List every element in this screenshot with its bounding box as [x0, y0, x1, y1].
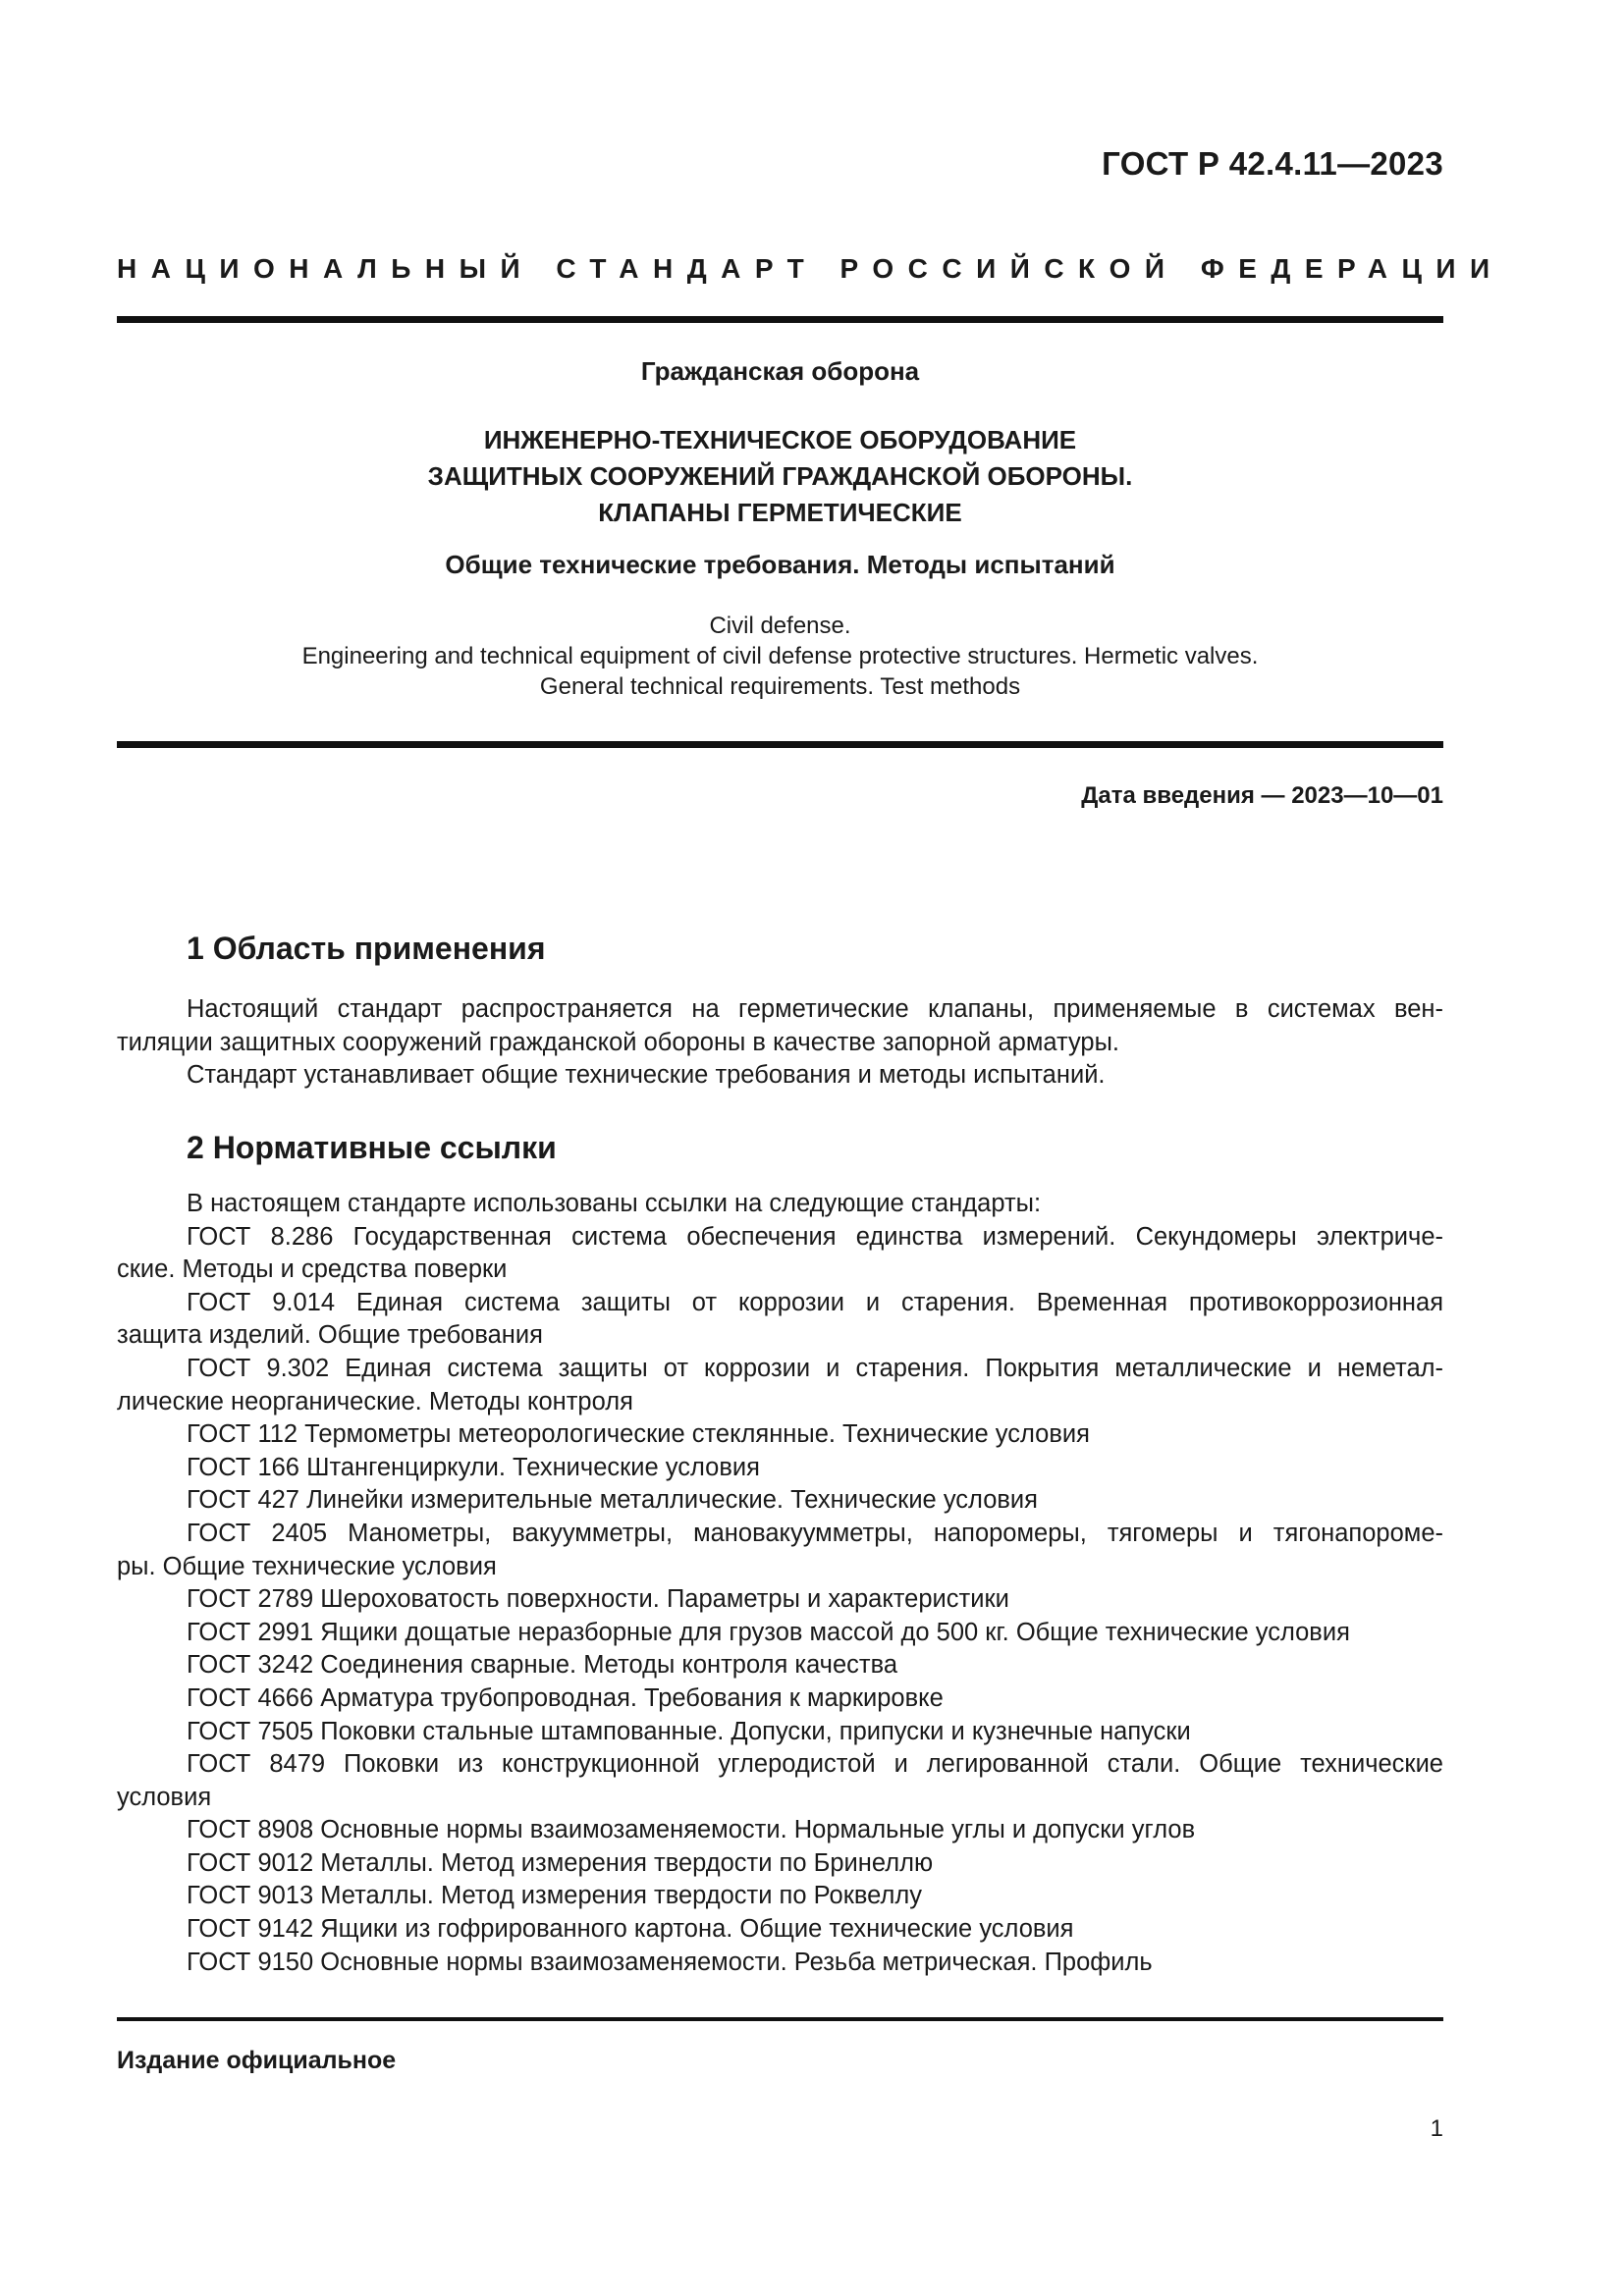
reference-line: ГОСТ 8.286 Государственная система обеспечения единства измерений. Секундомеры электриче- — [187, 1222, 1443, 1251]
paragraph-line: В настоящем стандарте использованы ссылки на следующие стандарты: — [187, 1190, 1042, 1217]
section-1-heading: 1 Область применения — [187, 931, 546, 966]
section-2-heading: 2 Нормативные ссылки — [187, 1130, 557, 1165]
reference-line: ГОСТ 427 Линейки измерительные металлические. Технические условия — [187, 1486, 1038, 1515]
reference-line: ГОСТ 3242 Соединения сварные. Методы контроля качества — [187, 1651, 898, 1680]
english-title-line: Civil defense. — [709, 613, 851, 639]
reference-line: условия — [117, 1783, 212, 1811]
page-number: 1 — [1430, 2115, 1443, 2142]
gost-number: ГОСТ Р 42.4.11—2023 — [1102, 145, 1443, 182]
reference-line: ры. Общие технические условия — [117, 1552, 497, 1580]
paragraph-line: Стандарт устанавливает общие технические требования и методы испытаний. — [187, 1061, 1106, 1090]
reference-line: ГОСТ 7505 Поковки стальные штампованные. Допуски, припуски и кузнечные напуски — [187, 1717, 1191, 1745]
top-rule — [117, 316, 1443, 323]
paragraph-line: Настоящий стандарт распространяется на герметические клапаны, применяемые в системах вен- — [187, 995, 1443, 1023]
subtitle: Общие технические требования. Методы испытаний — [445, 550, 1115, 579]
reference-line: ГОСТ 9012 Металлы. Метод измерения твердости по Бринеллю — [187, 1848, 934, 1877]
reference-line: защита изделий. Общие требования — [117, 1321, 543, 1350]
english-title-line: General technical requirements. Test methods — [539, 673, 1021, 700]
civil-defense-label: Гражданская оборона — [640, 356, 920, 386]
reference-line: ГОСТ 2789 Шероховатость поверхности. Параметры и характеристики — [187, 1585, 1009, 1614]
section-2-body — [117, 1188, 1443, 1979]
english-title-line: Engineering and technical equipment of civil defense protective structures. Hermetic valves. — [301, 643, 1259, 669]
official-edition-label: Издание официальное — [117, 2047, 397, 2074]
introduction-date: Дата введения — 2023—10—01 — [1081, 782, 1443, 809]
paragraph-line: тиляции защитных сооружений гражданской обороны в качестве запорной арматуры. — [117, 1028, 1120, 1056]
national-standard-title: НАЦИОНАЛЬНЫЙ СТАНДАРТ РОССИЙСКОЙ ФЕДЕРАЦИИ — [117, 253, 1504, 284]
main-title-line: ЗАЩИТНЫХ СООРУЖЕНИЙ ГРАЖДАНСКОЙ ОБОРОНЫ. — [427, 461, 1133, 491]
reference-line: лические неорганические. Методы контроля — [117, 1387, 633, 1415]
bottom-rule — [117, 2017, 1443, 2021]
reference-line: ГОСТ 2405 Манометры, вакуумметры, мановакуумметры, напоромеры, тягомеры и тягонапороме- — [187, 1519, 1443, 1547]
english-title — [117, 611, 1443, 702]
reference-line: ГОСТ 166 Штангенциркули. Технические условия — [187, 1453, 760, 1481]
reference-line: ГОСТ 8479 Поковки из конструкционной углеродистой и легированной стали. Общие технические — [187, 1750, 1443, 1779]
reference-line: ГОСТ 9150 Основные нормы взаимозаменяемости. Резьба метрическая. Профиль — [187, 1948, 1153, 1976]
reference-line: ГОСТ 9.014 Единая система защиты от коррозии и старения. Временная противокоррозионная — [187, 1288, 1443, 1316]
reference-line: ские. Методы и средства поверки — [117, 1255, 508, 1284]
reference-line: ГОСТ 9142 Ящики из гофрированного картона. Общие технические условия — [187, 1915, 1074, 1944]
section-1-body — [117, 993, 1443, 1093]
reference-line: ГОСТ 2991 Ящики дощатые неразборные для грузов массой до 500 кг. Общие технические условия — [187, 1618, 1350, 1646]
reference-line: ГОСТ 9013 Металлы. Метод измерения твердости по Роквеллу — [187, 1882, 922, 1910]
reference-line: ГОСТ 9.302 Единая система защиты от коррозии и старения. Покрытия металлические и неметал- — [187, 1354, 1443, 1382]
main-title — [117, 422, 1443, 531]
main-title-line: КЛАПАНЫ ГЕРМЕТИЧЕСКИЕ — [598, 498, 962, 527]
main-title-line: ИНЖЕНЕРНО-ТЕХНИЧЕСКОЕ ОБОРУДОВАНИЕ — [483, 425, 1077, 454]
reference-line: ГОСТ 8908 Основные нормы взаимозаменяемости. Нормальные углы и допуски углов — [187, 1816, 1196, 1844]
reference-line: ГОСТ 4666 Арматура трубопроводная. Требования к маркировке — [187, 1683, 944, 1712]
middle-rule — [117, 741, 1443, 748]
reference-line: ГОСТ 112 Термометры метеорологические стеклянные. Технические условия — [187, 1420, 1090, 1449]
